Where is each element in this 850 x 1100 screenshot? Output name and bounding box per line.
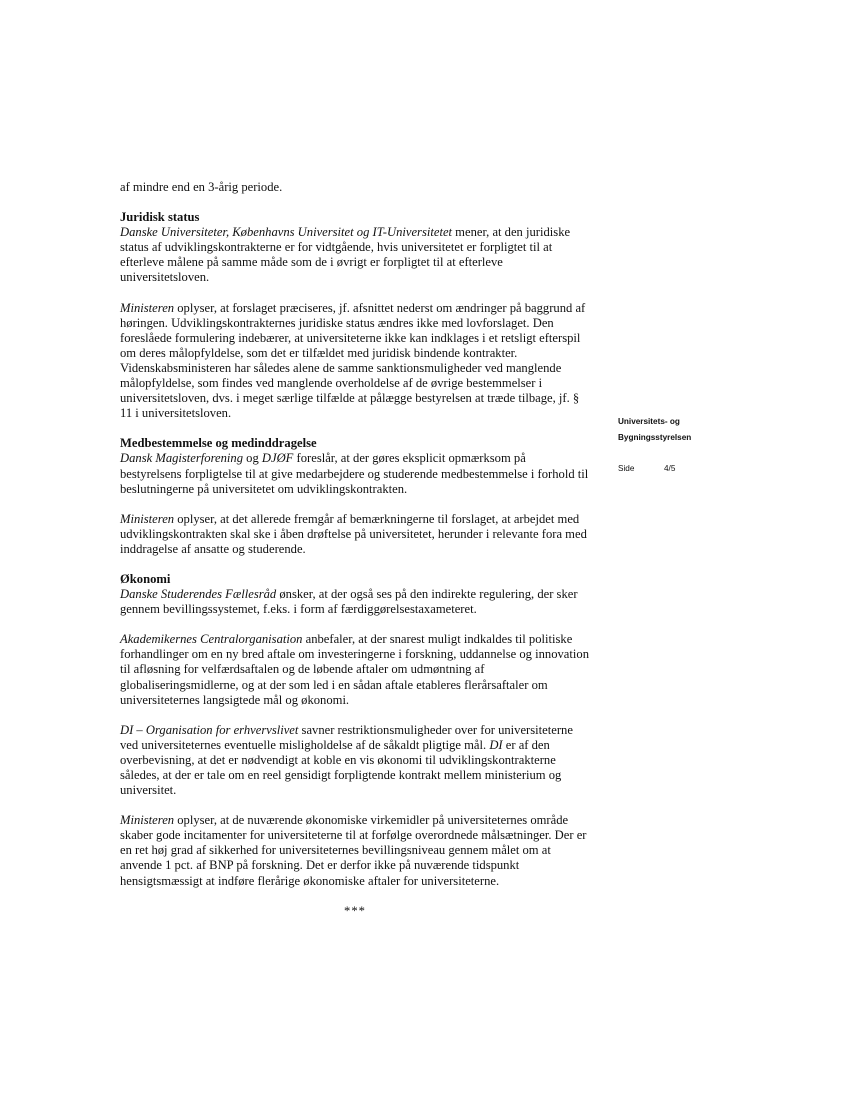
paragraph xyxy=(120,632,590,707)
paragraph-text: anbefaler, at der snarest muligt indkaldes til politiske forhandlinger om en ny bred aftale om investeringerne i forskning, uddannelse og innovation til afløsning for velfærdsaftalen og de løbende aftaler om udmøntning af globaliseringsmidlerne, og at der som led i en sådan aftale etableres flerårsaftaler om universiteternes langsigtede mål og økonomi. xyxy=(120,632,589,707)
organization-name: Danske Universiteter, Københavns Universitet og IT-Universitetet xyxy=(120,225,453,240)
paragraph-text: savner restriktionsmuligheder over for universiteterne ved universiteternes eventuelle misligholdelse af de såkaldt pligtige mål. xyxy=(120,722,573,752)
organization-name: Dansk Magisterforening xyxy=(120,451,244,466)
section-heading-medbestemmelse: Medbestemmelse og medinddragelse xyxy=(120,436,317,451)
paragraph-text: oplyser, at det allerede fremgår af bemærkningerne til forslaget, at arbejdet med udviklingskontrakten skal ske i åben drøftelse på universitetet, herunder i relevante fora med inddragelse af ansatte og studerende. xyxy=(120,511,587,556)
paragraph-text: ønsker, at der også ses på den indirekte regulering, der sker gennem bevillingssystemet, f.eks. i form af færdiggørelsestaxameteret. xyxy=(120,587,578,617)
organization-name: DJØF xyxy=(261,451,294,466)
organization-name: DI – Organisation for erhvervslivet xyxy=(120,722,299,737)
org-name-line1: Universitets- og xyxy=(618,417,680,426)
paragraph xyxy=(120,587,590,617)
organization-name: Danske Studerendes Fællesråd xyxy=(120,587,277,602)
page-label: Side xyxy=(618,464,635,473)
paragraph-text: og xyxy=(243,451,262,466)
paragraph-text: mener, at den juridiske status af udviklingskontrakterne er for vidtgående, hvis universitetet er forpligtet til at efterleve målene på samme måde som de i øvrigt er forpligtet til at efterleve universitetsloven. xyxy=(120,225,571,285)
sidebar-info xyxy=(618,414,738,477)
paragraph xyxy=(120,301,590,422)
organization-name: DI xyxy=(489,737,503,752)
paragraph xyxy=(120,723,590,798)
speaker-name: Ministeren xyxy=(120,813,175,828)
paragraph-text: er af den overbevisning, at det er nødvendigt at koble en vis økonomi til udviklingskontrakterne således, at der er tale om en reel gensidigt forpligtende kontrakt mellem ministerium og universitet. xyxy=(120,737,562,798)
paragraph-text: oplyser, at forslaget præciseres, jf. afsnittet nederst om ændringer på baggrund af høringen. Udviklingskontrakternes juridiske status ændres ikke med lovforslaget. Den foreslåede formulering indebærer, at universiteterne ikke kan indklages i et retsligt efterspil om deres målopfyldelse, som det er tilfældet med juridisk bindende kontrakter. Videnskabsministeren har således alene de samme sanktionsmuligheder ved manglende målopfyldelse, som findes ved manglende overholdelse af de øvrige bestemmelser i universitetsloven, dvs. i meget særlige tilfælde at pålægge bestyrelsen at træde tilbage, jf. § 11 i universitetsloven. xyxy=(120,300,586,421)
page-number: 4/5 xyxy=(664,464,676,473)
end-mark: *** xyxy=(344,903,366,918)
paragraph-text: oplyser, at de nuværende økonomiske virkemidler på universiteternes område skaber gode incitamenter for universiteterne til at forfølge overordnede målsætninger. Der er en ret høj grad af sikkerhed for universiteternes bevillingsniveau gennem målet om at anvende 1 pct. af BNP på forskning. Det er derfor ikke på nuværende tidspunkt hensigtsmæssigt at indføre flerårige økonomiske aftaler for universiteterne. xyxy=(120,813,587,888)
section-heading-juridisk-status: Juridisk status xyxy=(120,210,200,225)
org-name-line2: Bygningsstyrelsen xyxy=(618,433,692,442)
speaker-name: Ministeren xyxy=(120,300,175,315)
document-body xyxy=(120,180,590,934)
paragraph xyxy=(120,512,590,557)
section-heading-okonomi: Økonomi xyxy=(120,571,171,586)
paragraph xyxy=(120,451,590,496)
page-info xyxy=(618,461,738,477)
paragraph-text: foreslår, at der gøres eksplicit opmærksom på bestyrelsens forpligtelse til at give medarbejdere og studerende medbestemmelse i forhold til beslutningerne på universitetet om udviklingskontrakten. xyxy=(120,451,589,496)
paragraph xyxy=(120,225,590,285)
speaker-name: Ministeren xyxy=(120,511,175,526)
organization-name: Akademikernes Centralorganisation xyxy=(120,632,303,647)
paragraph xyxy=(120,813,590,888)
intro-paragraph: af mindre end en 3-årig periode. xyxy=(120,180,283,194)
